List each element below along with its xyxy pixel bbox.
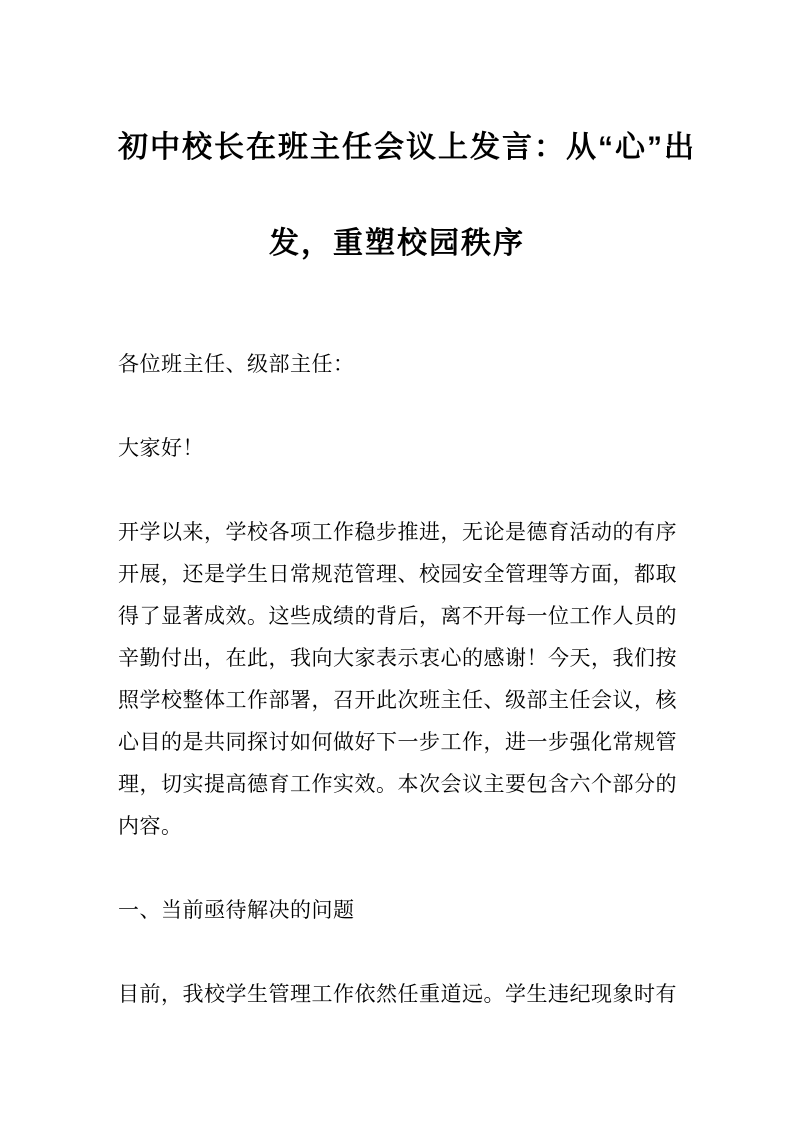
text-line: 照学校整体工作部署，召开此次班主任、级部主任会议，核: [118, 689, 677, 712]
salutation-line: 各位班主任、级部主任：: [118, 353, 355, 376]
text-line: 初中校长在班主任会议上发言：从“心”出: [118, 131, 696, 164]
text-line: 得了显著成效。这些成绩的背后，离不开每一位工作人员的: [118, 605, 677, 628]
greeting-line: 大家好！: [118, 437, 204, 460]
text-line: 心目的是共同探讨如何做好下一步工作，进一步强化常规管: [118, 731, 677, 754]
text-line: 开展，还是学生日常规范管理、校园安全管理等方面，都取: [118, 563, 677, 586]
text-line: 开学以来，学校各项工作稳步推进，无论是德育活动的有序: [118, 521, 677, 544]
document-title: [118, 100, 696, 292]
intro-paragraph: [118, 512, 676, 848]
text-line: 发，重塑校园秩序: [269, 227, 525, 260]
text-line: 目前，我校学生管理工作依然任重道远。学生违纪现象时有: [118, 983, 677, 1006]
document-content: [118, 0, 696, 1016]
text-line: 辛勤付出，在此，我向大家表示衷心的感谢！今天，我们按: [118, 647, 677, 670]
text-line: 理，切实提高德育工作实效。本次会议主要包含六个部分的: [118, 773, 677, 796]
text-line: 内容。: [118, 815, 183, 838]
section-1-paragraph: [118, 974, 676, 1016]
section-heading-1: 一、当前亟待解决的问题: [118, 899, 355, 922]
